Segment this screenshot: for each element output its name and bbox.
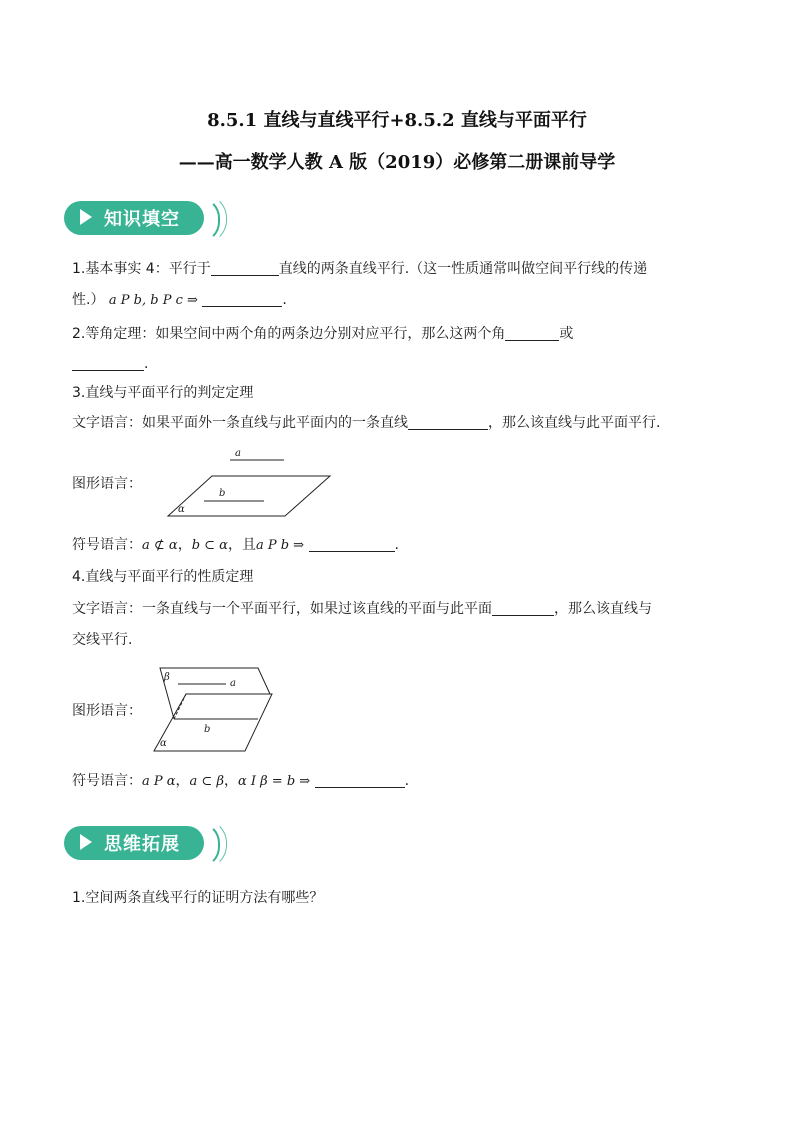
page-title: 8.5.1 直线与直线平行+8.5.2 直线与平面平行: [207, 110, 587, 131]
item3-figure-label: 图形语言：: [72, 476, 142, 492]
blank-field[interactable]: [315, 773, 405, 788]
item4-heading: 4.直线与平面平行的性质定理: [72, 569, 254, 585]
thinking-question-1: 1.空间两条直线平行的证明方法有哪些？: [72, 890, 324, 906]
label-alpha: α: [178, 504, 185, 515]
page-subtitle: ——高一数学人教 A 版（2019）必修第二册课前导学: [178, 152, 616, 173]
item4-figure-label: 图形语言：: [72, 703, 142, 719]
blank-field[interactable]: [309, 537, 395, 552]
item1-line2: 性.） a P b, b P c ⇒ .: [72, 292, 287, 308]
blank-field[interactable]: [492, 601, 554, 616]
plane-alpha: [168, 476, 330, 516]
plane-intersection-diagram: [150, 664, 280, 754]
blank-field[interactable]: [202, 292, 282, 307]
line-plane-parallel-diagram: [160, 444, 340, 520]
blank-field[interactable]: [72, 356, 144, 371]
item3-text: 文字语言：如果平面外一条直线与此平面内的一条直线 ，那么该直线与此平面平行.: [72, 415, 661, 431]
item4-text-line2: 交线平行.: [72, 632, 133, 648]
section-label: 思维拓展: [104, 834, 180, 855]
label-a: a: [235, 448, 241, 459]
label-alpha: α: [160, 738, 167, 749]
section-badge-thinking: [64, 824, 234, 866]
item3-heading: 3.直线与平面平行的判定定理: [72, 385, 254, 401]
section-badge-fill-in: [64, 199, 234, 241]
label-a: a: [230, 678, 236, 689]
item2-line2: .: [72, 354, 148, 374]
item2-line1: 2.等角定理：如果空间中两个角的两条边分别对应平行，那么这两个角 或: [72, 326, 574, 342]
blank-field[interactable]: [505, 326, 559, 341]
section-label: 知识填空: [104, 209, 180, 230]
label-beta: β: [164, 672, 170, 683]
blank-field[interactable]: [408, 415, 488, 430]
item1-line1: 1.基本事实 4：平行于 直线的两条直线平行.（这一性质通常叫做空间平行线的传递: [72, 261, 648, 277]
item3-symbol: 符号语言：a ⊄ α，b ⊂ α，且a P b ⇒ .: [72, 537, 399, 553]
play-icon: [80, 209, 92, 225]
item4-symbol: 符号语言：a P α，a ⊂ β，α I β = b ⇒ .: [72, 773, 410, 789]
play-icon: [80, 834, 92, 850]
label-b: b: [204, 724, 211, 735]
plane-alpha: [154, 694, 272, 751]
blank-field[interactable]: [211, 261, 279, 276]
label-b: b: [219, 488, 226, 499]
item4-text-line1: 文字语言：一条直线与一个平面平行，如果过该直线的平面与此平面 ，那么该直线与: [72, 601, 652, 617]
